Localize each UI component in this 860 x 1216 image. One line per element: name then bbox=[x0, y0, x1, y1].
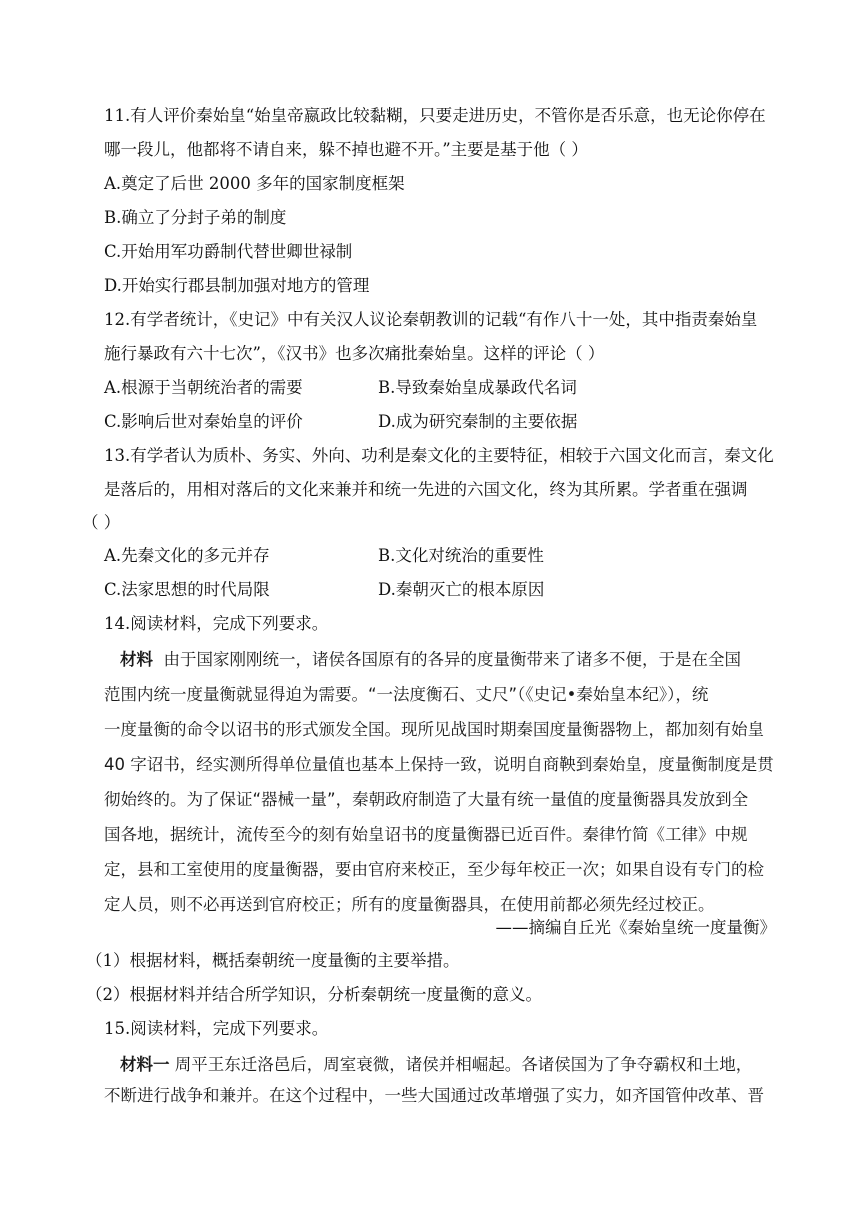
q13-option-a: A.先秦文化的多元并存 bbox=[104, 546, 270, 565]
q13-stem-line2: 是落后的，用相对落后的文化来兼并和统一先进的六国文化，终为其所累。学者重在强调 bbox=[104, 480, 748, 499]
q15-material-label: 材料一 bbox=[120, 1055, 170, 1074]
q12-option-c: C.影响后世对秦始皇的评价 bbox=[104, 412, 303, 431]
q13-stem-line1: 13.有学者认为质朴、务实、外向、功利是秦文化的主要特征，相较于六国文化而言，秦文化 bbox=[104, 446, 774, 465]
q14-material-label: 材料 bbox=[120, 650, 153, 669]
q11-stem-line2: 哪一段儿，他都将不请自来，躲不掉也避不开。”主要是基于他（ ） bbox=[104, 140, 588, 159]
q13-option-c: C.法家思想的时代局限 bbox=[104, 580, 270, 599]
q14-material-line3: 一度量衡的命令以诏书的形式颁发全国。现所见战国时期秦国度量衡器物上，都加刻有始皇 bbox=[104, 720, 764, 739]
q11-stem-line1: 11.有人评价秦始皇“始皇帝嬴政比较黏糊，只要走进历史，不管你是否乐意，也无论你停在 bbox=[104, 106, 766, 125]
q14-material-line4: 40 字诏书，经实测所得单位量值也基本上保持一致，说明自商鞅到秦始皇，度量衡制度是贯 bbox=[104, 755, 774, 774]
q13-stem-line3: （ ） bbox=[82, 513, 121, 532]
q11-option-d: D.开始实行郡县制加强对地方的管理 bbox=[104, 276, 370, 295]
q15-material-line2: 不断进行战争和兼并。在这个过程中，一些大国通过改革增强了实力，如齐国管仲改革、晋 bbox=[104, 1086, 764, 1105]
q12-stem-line1: 12.有学者统计，《史记》中有关汉人议论秦朝教训的记载“有作八十一处，其中指责秦始皇 bbox=[104, 310, 758, 329]
q15-title: 15.阅读材料，完成下列要求。 bbox=[104, 1019, 329, 1038]
q11-option-b: B.确立了分封子弟的制度 bbox=[104, 208, 287, 227]
q11-option-a: A.奠定了后世 2000 多年的国家制度框架 bbox=[104, 174, 405, 193]
q14-material-line7: 定，县和工室使用的度量衡器，要由官府来校正，至少每年校正一次；如果自设有专门的检 bbox=[104, 860, 764, 879]
q12-option-d: D.成为研究秦制的主要依据 bbox=[378, 412, 578, 431]
q12-option-a: A.根源于当朝统治者的需要 bbox=[104, 378, 303, 397]
q14-sub1: （1）根据材料，概括秦朝统一度量衡的主要举措。 bbox=[86, 951, 460, 970]
q13-option-d: D.秦朝灭亡的根本原因 bbox=[378, 580, 545, 599]
q13-option-b: B.文化对统治的重要性 bbox=[378, 546, 544, 565]
q14-material-line2: 范围内统一度量衡就显得迫为需要。“一法度衡石、丈尺”（《史记•秦始皇本纪》），统 bbox=[104, 685, 709, 704]
q14-source: ——摘编自丘光《秦始皇统一度量衡》 bbox=[495, 918, 776, 937]
q12-stem-line2: 施行暴政有六十七次”，《汉书》也多次痛批秦始皇。这样的评论（ ） bbox=[104, 344, 605, 363]
q14-material-line8: 定人员，则不必再送到官府校正；所有的度量衡器具，在使用前都必须先经过校正。 bbox=[104, 895, 715, 914]
q14-material-line5: 彻始终的。为了保证“器械一量”，秦朝政府制造了大量有统一量值的度量衡器具发放到全 bbox=[104, 790, 749, 809]
q15-material-text: 周平王东迁洛邑后，周室衰微，诸侯并相崛起。各诸侯国为了争夺霸权和土地， bbox=[174, 1055, 753, 1074]
q14-title: 14.阅读材料，完成下列要求。 bbox=[104, 614, 329, 633]
q14-material-line1 bbox=[120, 648, 741, 672]
q14-sub2: （2）根据材料并结合所学知识，分析秦朝统一度量衡的意义。 bbox=[86, 985, 542, 1004]
q15-material-line1 bbox=[120, 1053, 752, 1077]
q14-material-text: 由于国家刚刚统一，诸侯各国原有的各异的度量衡带来了诸多不便，于是在全国 bbox=[163, 650, 741, 669]
q14-material-line6: 国各地，据统计，流传至今的刻有始皇诏书的度量衡器已近百件。秦律竹简《工律》中规 bbox=[104, 825, 748, 844]
q12-option-b: B.导致秦始皇成暴政代名词 bbox=[378, 378, 577, 397]
q11-option-c: C.开始用军功爵制代替世卿世禄制 bbox=[104, 242, 353, 261]
